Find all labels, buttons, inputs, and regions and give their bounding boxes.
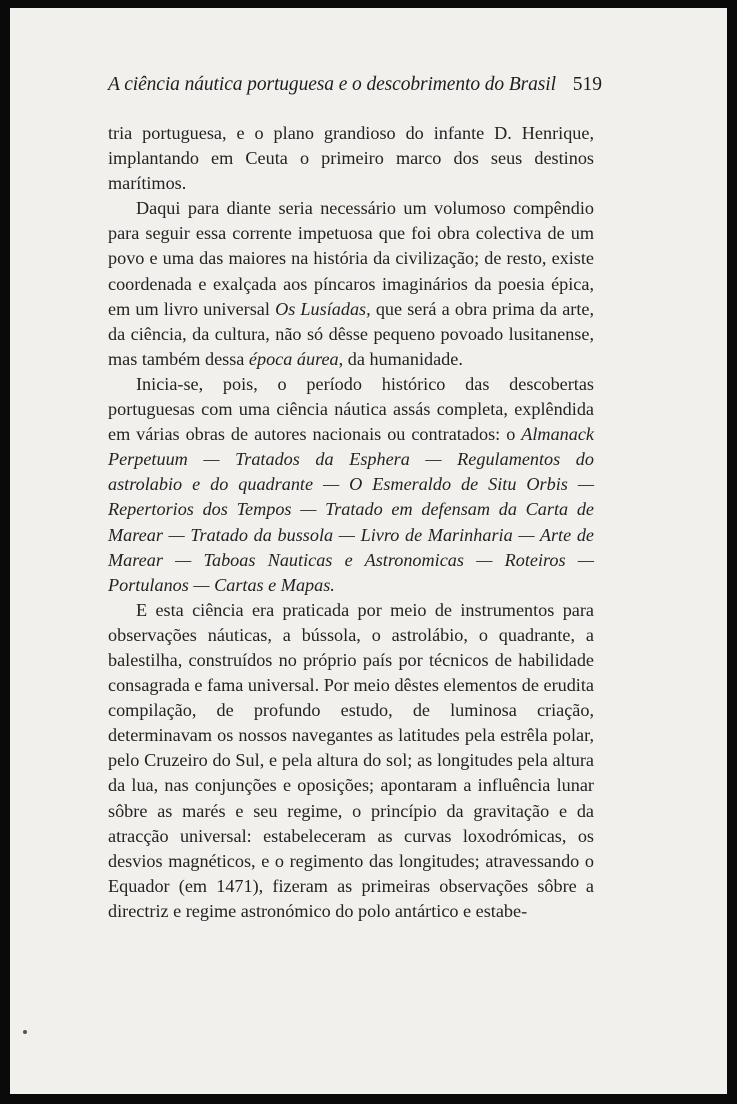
text-segment: E esta ciência era praticada por meio de instrumentos para observações náuticas, a bússola, o astrolábio, o quadrante, a balestilha, construídos no próprio país por técnicos de habilidade consagrada e fama universal. Por meio dêstes elementos de erudita compilação, de profundo estudo, de luminosa criação, determinavam os nossos navegantes as latitudes pela estrêla polar, pelo Cruzeiro do Sul, e pela altura do sol; as longitudes pela altura da lua, nas conjunções e oposições; apontaram a influência lunar sôbre as marés e seu regime, o princípio da gravitação e da atracção universal: estabeleceram as curvas loxodrómicas, os desvios magnéticos, e o regimento das longitudes; atravessando o Equador (em 1471), fizeram as primeiras observações sôbre a directriz e regime astronómico do polo antártico e estabe- [108, 599, 594, 921]
running-head-title: A ciência náutica portuguesa e o descobrimento do Brasil [108, 74, 556, 95]
text-segment: que será a obra prima da arte, da ciência, da cultura, não só dêsse pequeno povoado lusitanense, mas também dessa [108, 298, 594, 369]
text-segment: Daqui para diante seria necessário um volumoso compêndio para seguir essa corrente impetuosa que foi obra colectiva de um povo e uma das maiores na história da civilização; de resto, existe coordenada e exalçada aos píncaros imaginários da poesia épica, em um livro universal [108, 198, 594, 319]
speck-mark [23, 1030, 27, 1034]
text-segment: , da humanidade. [338, 348, 463, 369]
italic-text: Almanack Perpetuum — Tratados da Esphera — Regulamentos do astrolabio e do quadrante — O Esmeraldo de Situ Orbis — Repertorios dos Tempos — Tratado em defensam da Carta de Marear — Tratado da bussola — Livro de Marinharia — Arte de Marear — Taboas Nauticas e Astronomicas — Roteiros — Portulanos — Cartas e Mapas. [108, 424, 594, 595]
paragraph [108, 121, 594, 196]
text-segment: Inicia-se, pois, o período histórico das descobertas portuguesas com uma ciência náutica assás completa, explêndida em várias obras de autores nacionais ou contratados: o [108, 373, 594, 445]
text-segment: tria portuguesa, e o plano grandioso do infante D. Henrique, implantando em Ceuta o primeiro marco dos seus destinos marítimos. [108, 123, 594, 194]
italic-text: época áurea [248, 348, 339, 369]
paragraph [108, 372, 594, 598]
paragraph [108, 598, 594, 924]
italic-text: Os Lusíadas, [275, 298, 371, 319]
running-head [108, 74, 602, 100]
page-number: 519 [572, 74, 602, 95]
body-text [108, 121, 594, 924]
paragraph [108, 196, 594, 372]
